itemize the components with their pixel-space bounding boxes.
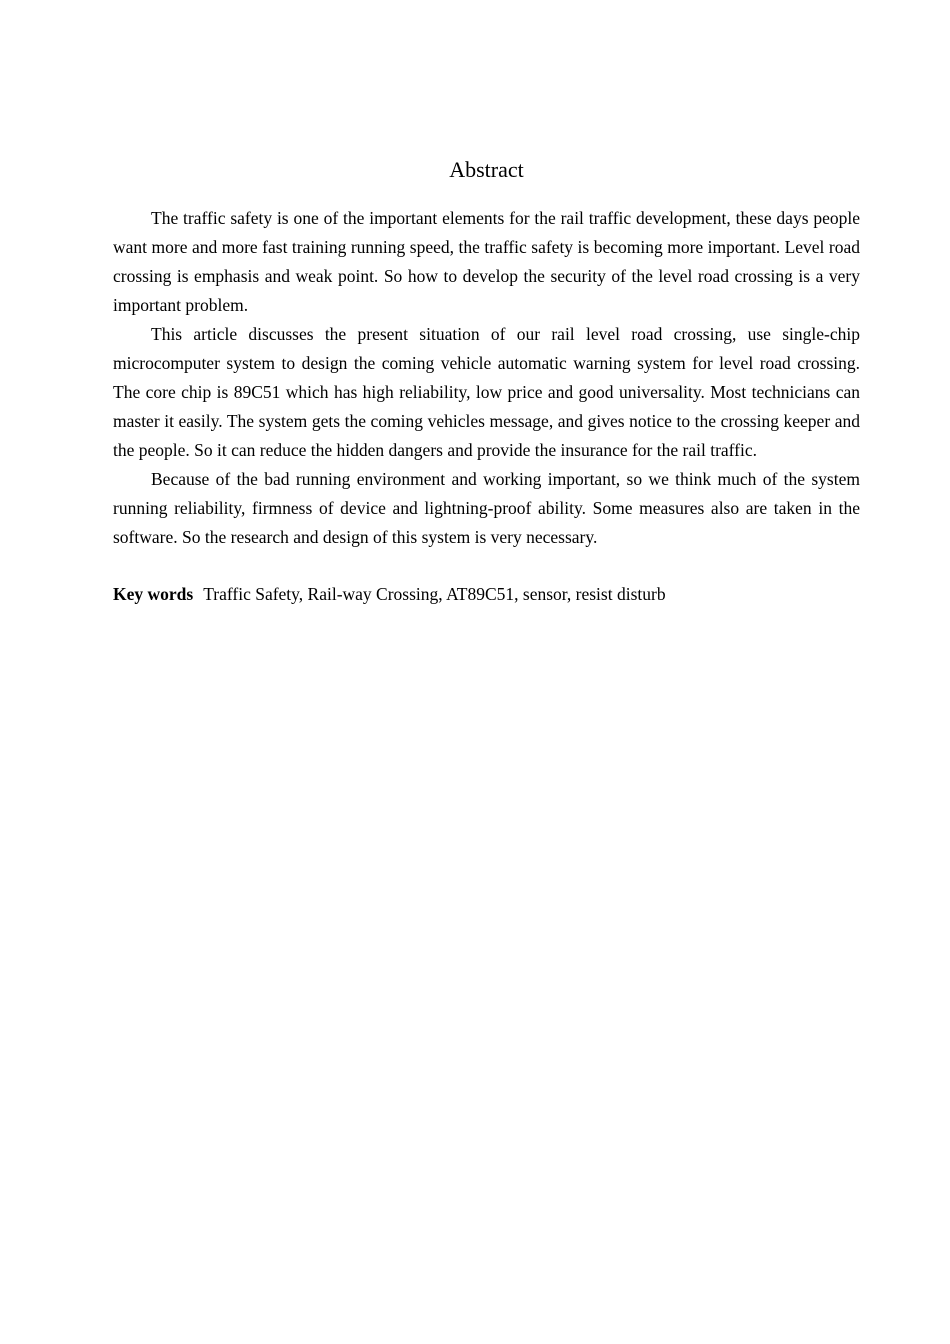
abstract-paragraph-3: Because of the bad running environment and working important, so we think much of the system running reliability, firmness of device and lightning-proof ability. Some measures also are taken in the software. So the research and design of this system is very necessary. bbox=[113, 469, 860, 547]
abstract-paragraph-2: This article discusses the present situation of our rail level road crossing, use single-chip microcomputer system to design the coming vehicle automatic warning system for level road crossing. The core chip is 89C51 which has high reliability, low price and good universality. Most technicians can master it easily. The system gets the coming vehicles message, and gives notice to the crossing keeper and the people. So it can reduce the hidden dangers and provide the insurance for the rail traffic. bbox=[113, 324, 860, 460]
abstract-title: Abstract bbox=[449, 157, 524, 182]
keywords-label: Key words bbox=[113, 584, 194, 604]
keywords-text: Traffic Safety, Rail-way Crossing, AT89C51, sensor, resist disturb bbox=[203, 584, 666, 604]
abstract-page bbox=[113, 154, 860, 609]
keywords-line bbox=[113, 580, 860, 609]
abstract-paragraph-1: The traffic safety is one of the important elements for the rail traffic development, these days people want more and more fast training running speed, the traffic safety is becoming more important. Level road crossing is emphasis and weak point. So how to develop the security of the level road crossing is a very important problem. bbox=[113, 208, 860, 315]
